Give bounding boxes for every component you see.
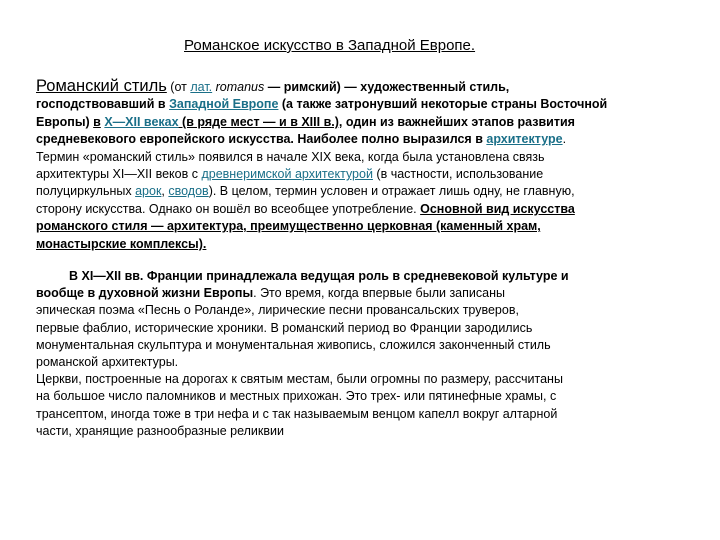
text-span: сторону искусства. Однако он вошёл во всеобщее употребление.	[36, 201, 421, 216]
text-span: архитектуры XI—XII веков с	[36, 167, 202, 182]
text-span: (а также затронувший некоторые страны Восточной	[278, 97, 608, 112]
france-paragraph	[36, 268, 676, 440]
text-span: господствовавший в	[36, 97, 170, 112]
text-line: В XI—XII вв. Франции принадлежала ведущая роль в средневековой культуре и	[69, 269, 569, 283]
latin-word: romanus	[212, 80, 265, 94]
intro-paragraph	[36, 78, 686, 253]
text-span: .	[562, 132, 567, 147]
link-western-europe[interactable]: Западной Европе	[169, 97, 279, 112]
text-line: эпическая поэма «Песнь о Роланде», лирические песни провансальских труверов,	[36, 303, 519, 318]
text-line	[36, 183, 686, 200]
text-line	[36, 285, 676, 302]
link-ancient-roman-architecture[interactable]: древнеримской архитектурой	[201, 167, 373, 182]
text-span: в	[93, 114, 101, 129]
text-span: ,	[161, 184, 169, 199]
page-title: Романское искусство в Западной Европе.	[184, 37, 476, 54]
text-line	[36, 96, 686, 113]
text-span: Европы)	[36, 114, 94, 129]
text-line: монументальная скульптура и монументальная живопись, сложился законченный стиль	[36, 337, 551, 352]
text-span: (в частности, использование	[372, 167, 544, 182]
text-line: романского стиля — архитектура, преимущественно церковная (каменный храм,	[36, 219, 541, 234]
link-arches[interactable]: арок	[135, 184, 162, 199]
text-span: (от	[166, 80, 191, 94]
text-span: , один из важнейших этапов развития	[338, 114, 575, 129]
text-line: на большое число паломников и местных прихожан. Это трех- или пятинефные храмы, с	[36, 389, 557, 404]
text-line: первые фаблио, исторические хроники. В романский период во Франции зародились	[36, 320, 533, 335]
text-line	[36, 131, 686, 148]
text-line	[36, 201, 686, 218]
text-line	[36, 114, 686, 131]
text-span: Основной вид искусства	[420, 201, 575, 216]
text-span: — римский) — художественный стиль,	[264, 80, 510, 94]
text-line: романской архитектуры.	[36, 355, 179, 370]
text-span: . Это время, когда впервые были записаны	[253, 286, 505, 301]
text-span: полуциркульных	[36, 184, 136, 199]
link-architecture[interactable]: архитектуре	[486, 132, 563, 147]
text-line: трансептом, иногда тоже в три нефа и с так называемым венцом капелл вокруг алтарной	[36, 406, 558, 421]
text-line	[36, 78, 686, 96]
text-line: Термин «романский стиль» появился в начале XIX века, когда была установлена связь	[36, 149, 545, 164]
text-span: (в ряде мест — и в XIII в.)	[178, 114, 339, 129]
text-line: части, хранящие разнообразные реликвии	[36, 423, 284, 438]
text-span: средневекового европейского искусства. Наиболее полно выразился в	[36, 132, 487, 147]
link-latin[interactable]: лат.	[190, 80, 213, 94]
text-line	[36, 166, 686, 183]
text-span: вообще в духовной жизни Европы	[36, 286, 254, 301]
term-romanesque-style: Романский стиль	[36, 77, 167, 95]
link-centuries[interactable]: X—XII веках	[104, 114, 179, 129]
text-line: монастырские комплексы).	[36, 236, 207, 251]
text-line: Церкви, построенные на дорогах к святым местам, были огромны по размеру, рассчитаны	[36, 372, 563, 387]
text-span: ). В целом, термин условен и отражает лишь одну, не главную,	[208, 184, 575, 199]
link-vaults[interactable]: сводов	[168, 184, 209, 199]
